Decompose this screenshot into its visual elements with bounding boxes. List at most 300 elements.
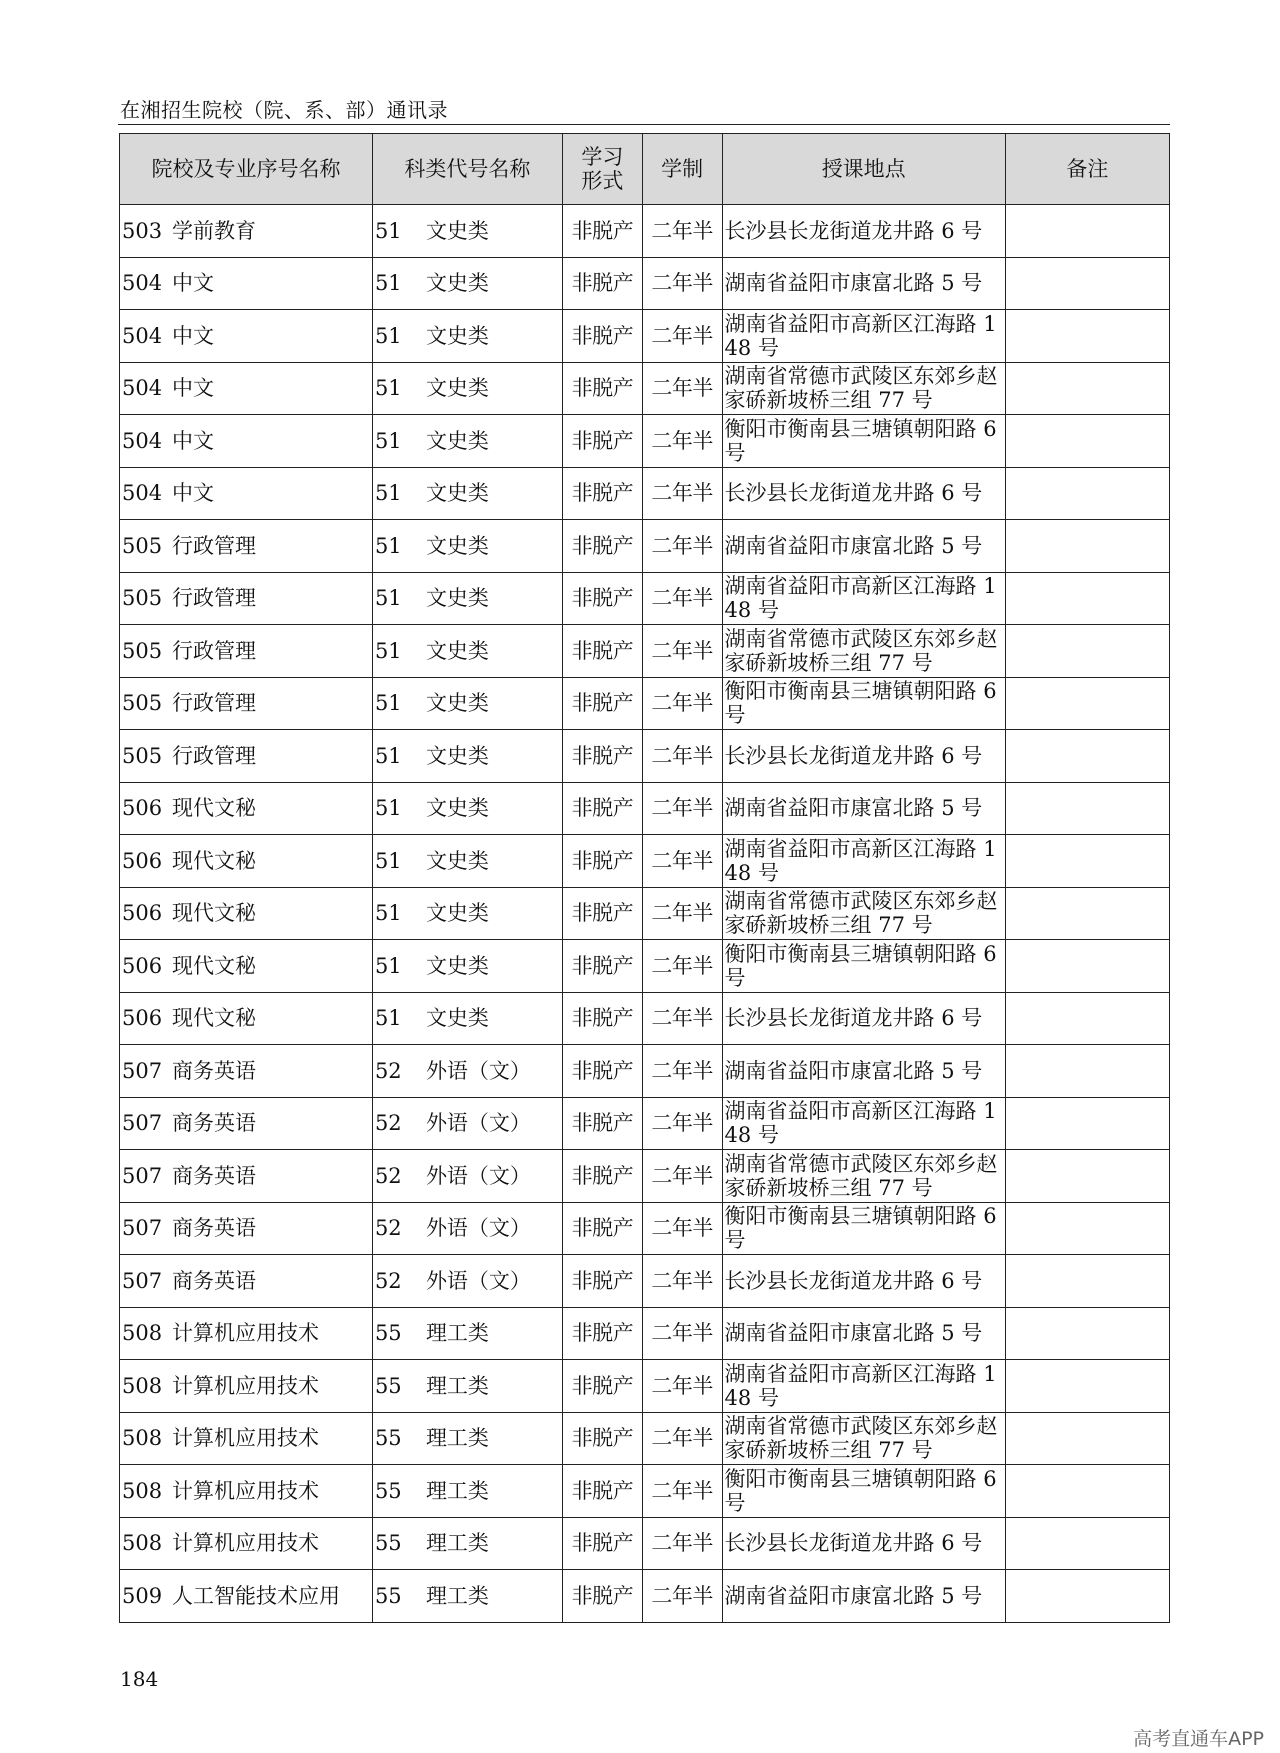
study-form-cell: 非脱产 xyxy=(562,415,642,468)
subject-cell xyxy=(372,1465,562,1518)
program-cell xyxy=(120,467,373,520)
program-name: 计算机应用技术 xyxy=(172,1373,319,1398)
subject-name: 文史类 xyxy=(425,586,489,611)
subject-cell xyxy=(372,1570,562,1623)
duration-cell: 二年半 xyxy=(642,835,722,888)
program-cell xyxy=(120,1517,373,1570)
notes-cell xyxy=(1005,1517,1169,1570)
subject-code: 51 xyxy=(374,953,402,978)
location-cell: 衡阳市衡南县三塘镇朝阳路 6 号 xyxy=(722,1202,1005,1255)
program-code: 506 xyxy=(122,796,163,821)
duration-cell: 二年半 xyxy=(642,1150,722,1203)
duration-cell: 二年半 xyxy=(642,940,722,993)
program-name: 计算机应用技术 xyxy=(172,1426,319,1451)
subject-cell xyxy=(372,1517,562,1570)
duration-cell: 二年半 xyxy=(642,310,722,363)
study-form-cell: 非脱产 xyxy=(562,1202,642,1255)
duration-cell: 二年半 xyxy=(642,362,722,415)
program-name: 计算机应用技术 xyxy=(172,1531,319,1556)
location-cell: 湖南省益阳市康富北路 5 号 xyxy=(722,1045,1005,1098)
table-row xyxy=(120,1307,1170,1360)
duration-cell: 二年半 xyxy=(642,1307,722,1360)
subject-name: 文史类 xyxy=(425,376,489,401)
table-row xyxy=(120,310,1170,363)
table-row xyxy=(120,1570,1170,1623)
subject-name: 外语（文） xyxy=(425,1058,531,1083)
program-name: 现代文秘 xyxy=(172,796,256,821)
subject-cell xyxy=(372,992,562,1045)
program-name: 学前教育 xyxy=(172,218,256,243)
location-cell: 长沙县长龙街道龙井路 6 号 xyxy=(722,1255,1005,1308)
location-cell: 湖南省益阳市高新区江海路 148 号 xyxy=(722,1360,1005,1413)
subject-name: 理工类 xyxy=(425,1478,489,1503)
table-row xyxy=(120,1202,1170,1255)
program-name: 中文 xyxy=(172,323,214,348)
subject-code: 51 xyxy=(374,271,402,296)
notes-cell xyxy=(1005,992,1169,1045)
watermark-text: 高考直通车APP xyxy=(1133,1728,1264,1750)
table-row xyxy=(120,572,1170,625)
table-row xyxy=(120,1255,1170,1308)
subject-name: 文史类 xyxy=(425,953,489,978)
subject-code: 52 xyxy=(374,1058,402,1083)
subject-code: 55 xyxy=(374,1531,402,1556)
study-form-cell: 非脱产 xyxy=(562,257,642,310)
program-code: 505 xyxy=(122,743,163,768)
notes-cell xyxy=(1005,782,1169,835)
program-cell xyxy=(120,1097,373,1150)
study-form-cell: 非脱产 xyxy=(562,572,642,625)
study-form-cell: 非脱产 xyxy=(562,940,642,993)
program-code: 508 xyxy=(122,1531,163,1556)
study-form-cell: 非脱产 xyxy=(562,992,642,1045)
program-name: 现代文秘 xyxy=(172,848,256,873)
duration-cell: 二年半 xyxy=(642,1412,722,1465)
notes-cell xyxy=(1005,887,1169,940)
study-form-cell: 非脱产 xyxy=(562,677,642,730)
subject-name: 外语（文） xyxy=(425,1268,531,1293)
program-code: 504 xyxy=(122,481,163,506)
location-cell: 湖南省益阳市高新区江海路 148 号 xyxy=(722,572,1005,625)
subject-code: 51 xyxy=(374,901,402,926)
subject-code: 51 xyxy=(374,323,402,348)
program-code: 506 xyxy=(122,953,163,978)
subject-name: 文史类 xyxy=(425,848,489,873)
program-code: 506 xyxy=(122,1006,163,1031)
subject-name: 文史类 xyxy=(425,323,489,348)
page-number: 184 xyxy=(120,1667,159,1691)
duration-cell: 二年半 xyxy=(642,1360,722,1413)
duration-cell: 二年半 xyxy=(642,467,722,520)
subject-code: 52 xyxy=(374,1216,402,1241)
table-row xyxy=(120,782,1170,835)
notes-cell xyxy=(1005,205,1169,258)
subject-code: 55 xyxy=(374,1373,402,1398)
duration-cell: 二年半 xyxy=(642,1517,722,1570)
table-header-row xyxy=(120,134,1170,205)
program-code: 504 xyxy=(122,323,163,348)
location-cell: 长沙县长龙街道龙井路 6 号 xyxy=(722,1517,1005,1570)
notes-cell xyxy=(1005,1465,1169,1518)
program-name: 现代文秘 xyxy=(172,953,256,978)
program-code: 508 xyxy=(122,1426,163,1451)
subject-code: 51 xyxy=(374,848,402,873)
col-header-location: 授课地点 xyxy=(722,134,1005,205)
study-form-cell: 非脱产 xyxy=(562,1465,642,1518)
duration-cell: 二年半 xyxy=(642,1097,722,1150)
notes-cell xyxy=(1005,520,1169,573)
notes-cell xyxy=(1005,1412,1169,1465)
program-cell xyxy=(120,1307,373,1360)
program-code: 507 xyxy=(122,1111,163,1136)
notes-cell xyxy=(1005,1097,1169,1150)
duration-cell: 二年半 xyxy=(642,1255,722,1308)
subject-name: 外语（文） xyxy=(425,1111,531,1136)
program-name: 中文 xyxy=(172,376,214,401)
subject-name: 文史类 xyxy=(425,271,489,296)
duration-cell: 二年半 xyxy=(642,1570,722,1623)
program-name: 行政管理 xyxy=(172,638,256,663)
subject-code: 55 xyxy=(374,1478,402,1503)
subject-code: 51 xyxy=(374,586,402,611)
subject-name: 理工类 xyxy=(425,1426,489,1451)
subject-name: 外语（文） xyxy=(425,1163,531,1188)
table-row xyxy=(120,835,1170,888)
table-row xyxy=(120,1045,1170,1098)
notes-cell xyxy=(1005,310,1169,363)
program-name: 行政管理 xyxy=(172,691,256,716)
location-cell: 湖南省益阳市康富北路 5 号 xyxy=(722,520,1005,573)
study-form-cell: 非脱产 xyxy=(562,782,642,835)
program-code: 504 xyxy=(122,428,163,453)
notes-cell xyxy=(1005,835,1169,888)
location-cell: 湖南省常德市武陵区东郊乡赵家硚新坡桥三组 77 号 xyxy=(722,625,1005,678)
location-cell: 湖南省益阳市康富北路 5 号 xyxy=(722,257,1005,310)
subject-cell xyxy=(372,1412,562,1465)
duration-cell: 二年半 xyxy=(642,1465,722,1518)
notes-cell xyxy=(1005,1045,1169,1098)
notes-cell xyxy=(1005,677,1169,730)
notes-cell xyxy=(1005,1360,1169,1413)
notes-cell xyxy=(1005,362,1169,415)
program-name: 人工智能技术应用 xyxy=(172,1583,340,1608)
notes-cell xyxy=(1005,467,1169,520)
program-cell xyxy=(120,1412,373,1465)
program-code: 508 xyxy=(122,1321,163,1346)
study-form-cell: 非脱产 xyxy=(562,1150,642,1203)
location-cell: 湖南省益阳市康富北路 5 号 xyxy=(722,1307,1005,1360)
location-cell: 衡阳市衡南县三塘镇朝阳路 6 号 xyxy=(722,415,1005,468)
subject-name: 文史类 xyxy=(425,638,489,663)
subject-code: 52 xyxy=(374,1111,402,1136)
study-form-cell: 非脱产 xyxy=(562,362,642,415)
notes-cell xyxy=(1005,1307,1169,1360)
program-cell xyxy=(120,1150,373,1203)
program-cell xyxy=(120,730,373,783)
location-cell: 长沙县长龙街道龙井路 6 号 xyxy=(722,730,1005,783)
notes-cell xyxy=(1005,257,1169,310)
subject-name: 文史类 xyxy=(425,481,489,506)
subject-code: 51 xyxy=(374,481,402,506)
program-code: 506 xyxy=(122,848,163,873)
subject-code: 51 xyxy=(374,796,402,821)
col-header-study-form: 学习形式 xyxy=(562,134,642,205)
duration-cell: 二年半 xyxy=(642,730,722,783)
subject-cell xyxy=(372,362,562,415)
program-code: 509 xyxy=(122,1583,163,1608)
subject-code: 51 xyxy=(374,428,402,453)
location-cell: 衡阳市衡南县三塘镇朝阳路 6 号 xyxy=(722,677,1005,730)
subject-cell xyxy=(372,257,562,310)
study-form-cell: 非脱产 xyxy=(562,1045,642,1098)
program-cell xyxy=(120,1255,373,1308)
program-name: 商务英语 xyxy=(172,1111,256,1136)
table-row xyxy=(120,1360,1170,1413)
table-row xyxy=(120,257,1170,310)
subject-cell xyxy=(372,835,562,888)
program-name: 商务英语 xyxy=(172,1268,256,1293)
program-cell xyxy=(120,940,373,993)
subject-code: 51 xyxy=(374,376,402,401)
table-row xyxy=(120,1150,1170,1203)
program-code: 504 xyxy=(122,271,163,296)
location-cell: 湖南省常德市武陵区东郊乡赵家硚新坡桥三组 77 号 xyxy=(722,887,1005,940)
program-cell xyxy=(120,677,373,730)
table-row xyxy=(120,467,1170,520)
program-cell xyxy=(120,1202,373,1255)
study-form-cell: 非脱产 xyxy=(562,205,642,258)
program-code: 507 xyxy=(122,1163,163,1188)
program-name: 行政管理 xyxy=(172,586,256,611)
subject-code: 51 xyxy=(374,1006,402,1031)
program-name: 商务英语 xyxy=(172,1058,256,1083)
program-name: 现代文秘 xyxy=(172,1006,256,1031)
location-cell: 长沙县长龙街道龙井路 6 号 xyxy=(722,205,1005,258)
program-code: 505 xyxy=(122,691,163,716)
location-cell: 长沙县长龙街道龙井路 6 号 xyxy=(722,992,1005,1045)
subject-cell xyxy=(372,1202,562,1255)
program-name: 行政管理 xyxy=(172,743,256,768)
duration-cell: 二年半 xyxy=(642,887,722,940)
duration-cell: 二年半 xyxy=(642,677,722,730)
program-cell xyxy=(120,572,373,625)
subject-cell xyxy=(372,730,562,783)
page-header-title: 在湘招生院校（院、系、部）通讯录 xyxy=(120,98,448,122)
duration-cell: 二年半 xyxy=(642,625,722,678)
subject-cell xyxy=(372,782,562,835)
duration-cell: 二年半 xyxy=(642,205,722,258)
subject-name: 理工类 xyxy=(425,1321,489,1346)
subject-name: 文史类 xyxy=(425,1006,489,1031)
notes-cell xyxy=(1005,1570,1169,1623)
subject-cell xyxy=(372,887,562,940)
subject-code: 51 xyxy=(374,533,402,558)
subject-name: 理工类 xyxy=(425,1583,489,1608)
duration-cell: 二年半 xyxy=(642,520,722,573)
program-cell xyxy=(120,835,373,888)
duration-cell: 二年半 xyxy=(642,257,722,310)
table-row xyxy=(120,1517,1170,1570)
subject-name: 文史类 xyxy=(425,796,489,821)
program-cell xyxy=(120,310,373,363)
subject-cell xyxy=(372,310,562,363)
notes-cell xyxy=(1005,1202,1169,1255)
program-cell xyxy=(120,1570,373,1623)
subject-cell xyxy=(372,940,562,993)
notes-cell xyxy=(1005,940,1169,993)
duration-cell: 二年半 xyxy=(642,572,722,625)
subject-code: 51 xyxy=(374,743,402,768)
study-form-cell: 非脱产 xyxy=(562,1097,642,1150)
location-cell: 湖南省益阳市高新区江海路 148 号 xyxy=(722,1097,1005,1150)
program-name: 中文 xyxy=(172,271,214,296)
notes-cell xyxy=(1005,415,1169,468)
subject-cell xyxy=(372,467,562,520)
program-cell xyxy=(120,992,373,1045)
duration-cell: 二年半 xyxy=(642,415,722,468)
program-cell xyxy=(120,520,373,573)
study-form-cell: 非脱产 xyxy=(562,625,642,678)
program-code: 505 xyxy=(122,586,163,611)
program-code: 507 xyxy=(122,1268,163,1293)
program-code: 507 xyxy=(122,1058,163,1083)
program-name: 行政管理 xyxy=(172,533,256,558)
table-row xyxy=(120,940,1170,993)
subject-cell xyxy=(372,1307,562,1360)
table-row xyxy=(120,1412,1170,1465)
subject-code: 51 xyxy=(374,218,402,243)
study-form-cell: 非脱产 xyxy=(562,310,642,363)
duration-cell: 二年半 xyxy=(642,992,722,1045)
subject-code: 55 xyxy=(374,1321,402,1346)
program-code: 505 xyxy=(122,638,163,663)
table-body xyxy=(120,205,1170,1623)
table-row xyxy=(120,1465,1170,1518)
program-code: 508 xyxy=(122,1373,163,1398)
subject-name: 文史类 xyxy=(425,743,489,768)
subject-cell xyxy=(372,1150,562,1203)
subject-name: 文史类 xyxy=(425,533,489,558)
table-row xyxy=(120,362,1170,415)
table-row xyxy=(120,677,1170,730)
program-cell xyxy=(120,1360,373,1413)
program-code: 504 xyxy=(122,376,163,401)
location-cell: 湖南省常德市武陵区东郊乡赵家硚新坡桥三组 77 号 xyxy=(722,362,1005,415)
program-cell xyxy=(120,782,373,835)
col-header-subject: 科类代号名称 xyxy=(372,134,562,205)
subject-cell xyxy=(372,1360,562,1413)
program-cell xyxy=(120,205,373,258)
subject-cell xyxy=(372,572,562,625)
subject-name: 文史类 xyxy=(425,428,489,453)
location-cell: 湖南省益阳市高新区江海路 148 号 xyxy=(722,835,1005,888)
notes-cell xyxy=(1005,572,1169,625)
location-cell: 湖南省益阳市康富北路 5 号 xyxy=(722,782,1005,835)
notes-cell xyxy=(1005,1150,1169,1203)
location-cell: 长沙县长龙街道龙井路 6 号 xyxy=(722,467,1005,520)
header-divider xyxy=(118,124,1170,125)
program-name: 现代文秘 xyxy=(172,901,256,926)
study-form-cell: 非脱产 xyxy=(562,887,642,940)
table-row xyxy=(120,205,1170,258)
subject-name: 文史类 xyxy=(425,901,489,926)
program-cell xyxy=(120,362,373,415)
location-cell: 湖南省益阳市康富北路 5 号 xyxy=(722,1570,1005,1623)
location-cell: 湖南省常德市武陵区东郊乡赵家硚新坡桥三组 77 号 xyxy=(722,1150,1005,1203)
notes-cell xyxy=(1005,625,1169,678)
subject-code: 55 xyxy=(374,1583,402,1608)
subject-name: 理工类 xyxy=(425,1531,489,1556)
program-cell xyxy=(120,415,373,468)
program-name: 中文 xyxy=(172,428,214,453)
subject-cell xyxy=(372,415,562,468)
subject-cell xyxy=(372,1045,562,1098)
directory-table xyxy=(119,133,1170,1623)
program-code: 507 xyxy=(122,1216,163,1241)
subject-code: 52 xyxy=(374,1268,402,1293)
program-code: 503 xyxy=(122,218,163,243)
notes-cell xyxy=(1005,1255,1169,1308)
study-form-cell: 非脱产 xyxy=(562,835,642,888)
subject-cell xyxy=(372,1255,562,1308)
study-form-cell: 非脱产 xyxy=(562,1360,642,1413)
program-code: 506 xyxy=(122,901,163,926)
table-row xyxy=(120,730,1170,783)
program-cell xyxy=(120,1045,373,1098)
study-form-cell: 非脱产 xyxy=(562,520,642,573)
notes-cell xyxy=(1005,730,1169,783)
location-cell: 衡阳市衡南县三塘镇朝阳路 6 号 xyxy=(722,940,1005,993)
study-form-cell: 非脱产 xyxy=(562,1255,642,1308)
subject-cell xyxy=(372,677,562,730)
subject-name: 文史类 xyxy=(425,218,489,243)
table-row xyxy=(120,887,1170,940)
program-cell xyxy=(120,887,373,940)
subject-cell xyxy=(372,205,562,258)
program-code: 508 xyxy=(122,1478,163,1503)
study-form-cell: 非脱产 xyxy=(562,1412,642,1465)
study-form-cell: 非脱产 xyxy=(562,1517,642,1570)
duration-cell: 二年半 xyxy=(642,782,722,835)
subject-code: 51 xyxy=(374,691,402,716)
study-form-cell: 非脱产 xyxy=(562,730,642,783)
subject-code: 55 xyxy=(374,1426,402,1451)
table-row xyxy=(120,992,1170,1045)
subject-cell xyxy=(372,625,562,678)
program-code: 505 xyxy=(122,533,163,558)
subject-code: 51 xyxy=(374,638,402,663)
program-name: 中文 xyxy=(172,481,214,506)
col-header-duration: 学制 xyxy=(642,134,722,205)
table-row xyxy=(120,1097,1170,1150)
study-form-cell: 非脱产 xyxy=(562,467,642,520)
program-name: 商务英语 xyxy=(172,1163,256,1188)
duration-cell: 二年半 xyxy=(642,1202,722,1255)
subject-cell xyxy=(372,520,562,573)
program-cell xyxy=(120,625,373,678)
table-row xyxy=(120,625,1170,678)
study-form-cell: 非脱产 xyxy=(562,1307,642,1360)
subject-name: 理工类 xyxy=(425,1373,489,1398)
program-cell xyxy=(120,1465,373,1518)
table-row xyxy=(120,520,1170,573)
program-name: 计算机应用技术 xyxy=(172,1321,319,1346)
location-cell: 湖南省常德市武陵区东郊乡赵家硚新坡桥三组 77 号 xyxy=(722,1412,1005,1465)
duration-cell: 二年半 xyxy=(642,1045,722,1098)
subject-cell xyxy=(372,1097,562,1150)
table-row xyxy=(120,415,1170,468)
location-cell: 衡阳市衡南县三塘镇朝阳路 6 号 xyxy=(722,1465,1005,1518)
